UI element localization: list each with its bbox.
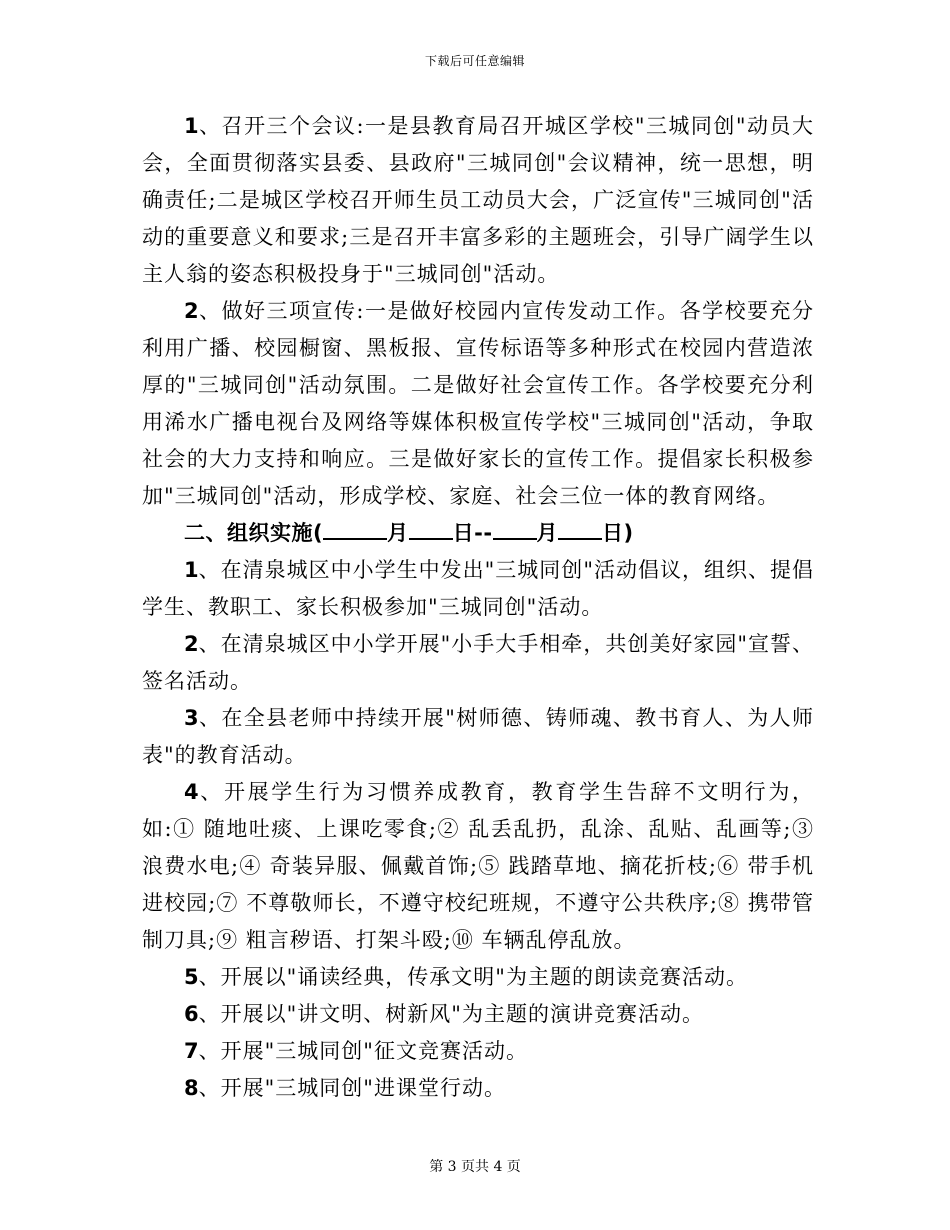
item-number: 2: [184, 632, 199, 656]
paragraph-text: 、做好三项宣传:一是做好校园内宣传发动工作。各学校要充分利用广播、校园橱窗、黑板报、宣传标语等多种形式在校园内营造浓厚的"三城同创"活动氛围。二是做好社会宣传工作。各学校要充分利用浠水广播电视台及网络等媒体积极宣传学校"三城同创"活动，争取社会的大力支持和响应。三是做好家长的宣传工作。提倡家长积极参加"三城同创"活动，形成学校、家庭、社会三位一体的教育网络。: [142, 299, 814, 508]
item-text: 、开展以"讲文明、树新风"为主题的演讲竞赛活动。: [198, 1002, 704, 1026]
paragraph-2: [142, 293, 814, 515]
item-text: 、开展"三城同创"征文竞赛活动。: [198, 1039, 528, 1063]
paragraph-number: 2: [184, 299, 199, 323]
item-text: 、开展以"诵读经典，传承文明"为主题的朗读竞赛活动。: [198, 965, 748, 989]
list-item-3: [142, 700, 814, 774]
section-month-2: 月: [536, 521, 559, 545]
document-body: [142, 108, 814, 1107]
section-title: 二、组织实施(: [184, 521, 324, 545]
item-text: 、开展学生行为习惯养成教育，教育学生告辞不文明行为，如:① 随地吐痰、上课吃零食;② 乱丢乱扔，乱涂、乱贴、乱画等;③ 浪费水电;④ 奇装异服、佩戴首饰;⑤ 践踏草地、摘花折枝;⑥ 带手机进校园;⑦ 不尊敬师长，不遵守校纪班规，不遵守公共秩序;⑧ 携带管制刀具;⑨ 粗言秽语、打架斗殴;⑩ 车辆乱停乱放。: [142, 780, 814, 952]
item-text: 、在清泉城区中小学开展"小手大手相牵，共创美好家园"宣誓、签名活动。: [142, 632, 814, 693]
list-item-4: [142, 774, 814, 959]
section-day-1: 日--: [452, 521, 493, 545]
paragraph-text: 、召开三个会议:一是县教育局召开城区学校"三城同创"动员大会，全面贯彻落实县委、县政府"三城同创"会议精神，统一思想，明确责任;二是城区学校召开师生员工动员大会，广泛宣传"三城同创"活动的重要意义和要求;三是召开丰富多彩的主题班会，引导广阔学生以主人翁的姿态积极投身于"三城同创"活动。: [142, 114, 814, 286]
blank-line: [493, 518, 537, 540]
list-item-6: [142, 996, 814, 1033]
page-footer: 第 3 页共 4 页: [429, 1159, 521, 1175]
list-item-7: [142, 1033, 814, 1070]
list-item-2: [142, 626, 814, 700]
blank-line: [409, 518, 453, 540]
blank-line: [323, 518, 387, 540]
paragraph-number: 1: [184, 114, 199, 138]
item-text: 、在清泉城区中小学生中发出"三城同创"活动倡议，组织、提倡学生、教职工、家长积极参加"三城同创"活动。: [142, 558, 814, 619]
item-text: 、开展"三城同创"进课堂行动。: [198, 1076, 506, 1100]
section-heading: [142, 515, 814, 552]
item-text: 、在全县老师中持续开展"树师德、铸师魂、教书育人、为人师表"的教育活动。: [142, 706, 814, 767]
list-item-5: [142, 959, 814, 996]
section-day-2: 日): [602, 521, 634, 545]
page-header: 下载后可任意编辑: [424, 54, 525, 68]
item-number: 7: [184, 1039, 199, 1063]
item-number: 1: [184, 558, 199, 582]
list-item-1: [142, 552, 814, 626]
paragraph-1: [142, 108, 814, 293]
item-number: 4: [184, 780, 199, 804]
list-item-8: [142, 1070, 814, 1107]
item-number: 5: [184, 965, 199, 989]
blank-line: [558, 518, 602, 540]
item-number: 3: [184, 706, 199, 730]
item-number: 8: [184, 1076, 199, 1100]
section-month-1: 月: [387, 521, 409, 545]
item-number: 6: [184, 1002, 199, 1026]
